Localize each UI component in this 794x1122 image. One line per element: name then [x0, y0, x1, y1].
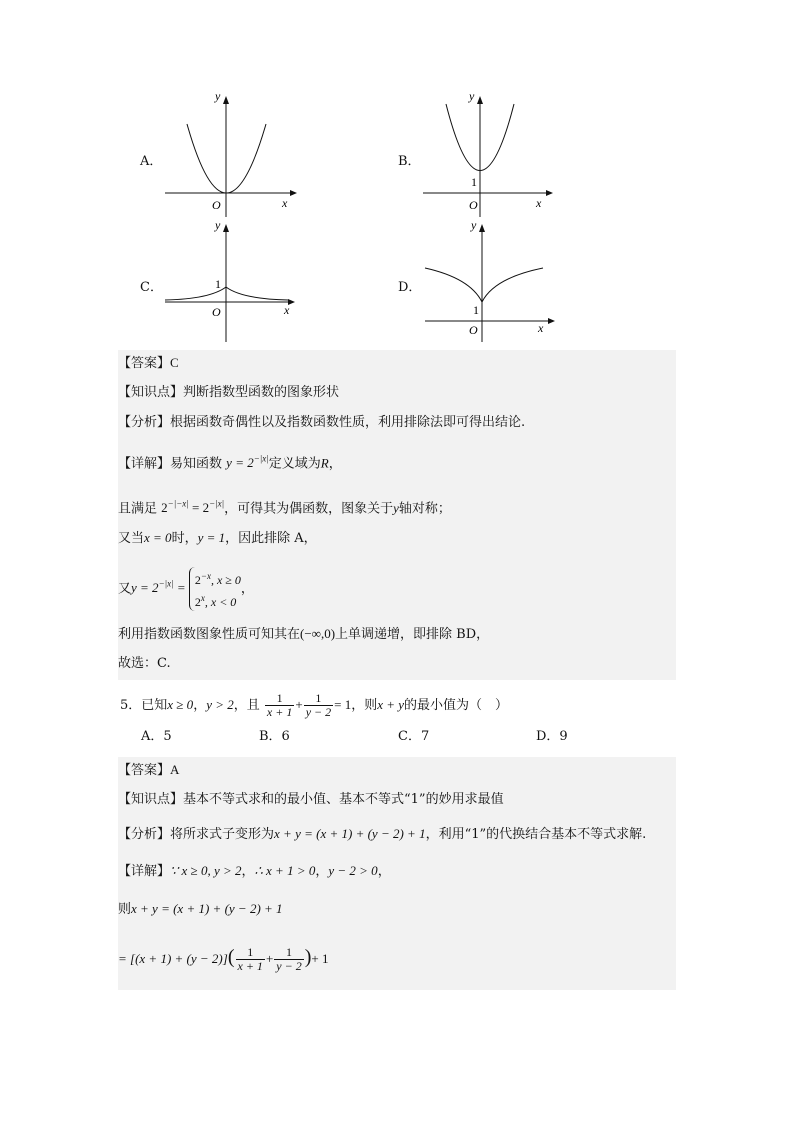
q4-conclusion: 故选：C.	[118, 656, 171, 671]
formula: y − 2 > 0	[328, 863, 378, 878]
origin-label: O	[212, 305, 221, 319]
graph-a	[160, 89, 300, 217]
formula: +	[295, 697, 303, 712]
formula: ∵ x ≥ 0, y > 2	[170, 863, 242, 878]
piecewise-cases	[189, 567, 241, 611]
intercept-label: 1	[471, 175, 477, 189]
q4-detail-line-4	[118, 562, 254, 611]
graph-d	[420, 220, 560, 345]
formula: x + y	[377, 697, 405, 712]
stem-text: 5．已知	[120, 698, 168, 713]
detail-text: ，	[241, 864, 255, 879]
detail-text: ，因此排除 A，	[225, 531, 317, 546]
stem-text: 的最小值为（ ）	[404, 698, 509, 713]
analysis-tag: 【分析】	[118, 415, 171, 430]
detail-text: 定义域为	[268, 456, 321, 472]
formula: x ≥ 0	[167, 697, 194, 712]
answer-tag: 【答案】	[118, 763, 171, 778]
answer-value: C	[170, 355, 179, 370]
q5-detail-line-1	[118, 862, 391, 881]
detail-tag: 【详解】	[118, 864, 171, 879]
formula: = 1	[334, 697, 352, 712]
fraction: $\frac{1}{x + 1}$	[266, 691, 293, 719]
q5-option-d[interactable]: D．9	[536, 729, 568, 744]
axis-y-label: y	[471, 218, 477, 232]
formula: x + y = (x + 1) + (y − 2) + 1	[274, 826, 426, 841]
option-label-d: D．	[398, 280, 422, 295]
analysis-text: 将所求式子变形为	[170, 827, 275, 842]
q4-detail-line-1	[118, 450, 342, 473]
q4-detail-line-3	[118, 529, 317, 548]
q5-detail-line-2	[118, 900, 283, 919]
axis-x-label: x	[538, 321, 544, 335]
axis-y-label: y	[215, 218, 221, 232]
detail-text: 利用指数函数图象性质可知其在	[118, 627, 301, 642]
paren-open: (	[227, 946, 235, 968]
analysis-text: ，利用“1”的代换结合基本不等式求解.	[425, 827, 647, 842]
formula: y	[393, 500, 399, 516]
q5-answer-line	[118, 761, 179, 780]
formula: = [(x + 1) + (y − 2)]	[118, 951, 228, 966]
stem-text: ，	[193, 698, 207, 713]
intercept-label: 1	[215, 277, 221, 291]
axis-x-label: x	[536, 196, 542, 210]
detail-text: 时，	[171, 531, 198, 546]
case-2: 2$^x$, x < 0	[194, 592, 237, 609]
detail-text: 上单调递增，即排除 BD，	[335, 627, 490, 642]
case-1: $2^{-x}$, x ≥ 0	[194, 570, 241, 587]
axis-x-label: x	[282, 196, 288, 210]
answer-tag: 【答案】	[118, 356, 171, 371]
origin-label: O	[212, 198, 221, 212]
q5-solution-block	[118, 757, 676, 990]
detail-text: 又当	[118, 531, 145, 546]
formula: ∴ x + 1 > 0	[254, 863, 316, 878]
formula: +	[265, 951, 274, 966]
graph-b	[418, 89, 558, 217]
formula: (−∞,0)	[300, 626, 336, 641]
stem-text: ，且	[233, 698, 260, 713]
q5-option-c[interactable]: C．7	[398, 729, 430, 744]
q4-analysis-line	[118, 414, 525, 432]
analysis-tag: 【分析】	[118, 827, 171, 842]
answer-value: A	[170, 762, 180, 777]
axis-y-label: y	[469, 89, 475, 103]
q4-answer-line	[118, 354, 179, 373]
graph-c	[162, 220, 302, 345]
q4-knowledge-line	[118, 384, 339, 402]
option-label-b: B．	[398, 154, 421, 169]
detail-text: ，	[377, 864, 391, 879]
formula: + 1	[311, 951, 329, 966]
formula: $y = 2^{-|x|}$	[226, 454, 269, 471]
detail-text: ，	[328, 456, 342, 472]
q5-analysis-line	[118, 825, 646, 844]
fraction: $\frac{1}{x + 1}$	[237, 945, 263, 973]
paren-close: )	[304, 946, 312, 968]
axis-x-label: x	[284, 303, 290, 317]
q4-solution-block	[118, 350, 676, 680]
q5-detail-line-3	[118, 939, 328, 978]
knowledge-tag: 【知识点】	[118, 792, 184, 807]
formula: y = 1	[197, 530, 226, 545]
detail-text: 轴对称；	[398, 501, 451, 517]
fraction: $\frac{1}{y - 2}$	[305, 691, 332, 719]
detail-tag: 【详解】	[118, 456, 171, 472]
q5-option-b[interactable]: B．6	[259, 729, 290, 744]
analysis-text: 根据函数奇偶性以及指数函数性质，利用排除法即可得出结论.	[170, 415, 526, 430]
q4-detail-line-5	[118, 625, 489, 644]
q5-option-a[interactable]: A．5	[141, 729, 172, 744]
origin-label: O	[469, 198, 478, 212]
knowledge-text: 基本不等式求和的最小值、基本不等式“1”的妙用求最值	[183, 792, 504, 807]
detail-text: 且满足	[118, 501, 158, 517]
detail-text: 则	[118, 902, 132, 917]
q5-knowledge-line	[118, 791, 504, 809]
knowledge-text: 判断指数型函数的图象形状	[183, 385, 340, 400]
detail-text: ，	[240, 581, 254, 597]
formula: R	[320, 455, 329, 471]
option-label-c: C．	[140, 280, 163, 295]
detail-text: ，可得其为偶函数，图象关于	[224, 501, 394, 517]
detail-text: ，	[315, 864, 329, 879]
fraction: $\frac{1}{y - 2}$	[276, 945, 302, 973]
q4-detail-line-2	[118, 495, 451, 518]
formula: y > 2	[206, 697, 234, 712]
axis-y-label: y	[215, 89, 221, 103]
detail-text: 易知函数	[170, 456, 223, 472]
option-label-a: A．	[140, 154, 163, 169]
detail-text: 又	[118, 581, 132, 597]
stem-text: ，则	[351, 698, 378, 713]
formula: x = 0	[144, 530, 172, 545]
formula: $2^{-|-x|} = 2^{-|x|}$	[161, 499, 225, 516]
intercept-label: 1	[473, 303, 479, 317]
formula: x + y = (x + 1) + (y − 2) + 1	[131, 901, 283, 916]
formula: $y = 2^{-|x|}$ =	[131, 579, 189, 596]
q5-stem	[120, 690, 508, 721]
knowledge-tag: 【知识点】	[118, 385, 184, 400]
origin-label: O	[469, 323, 478, 337]
